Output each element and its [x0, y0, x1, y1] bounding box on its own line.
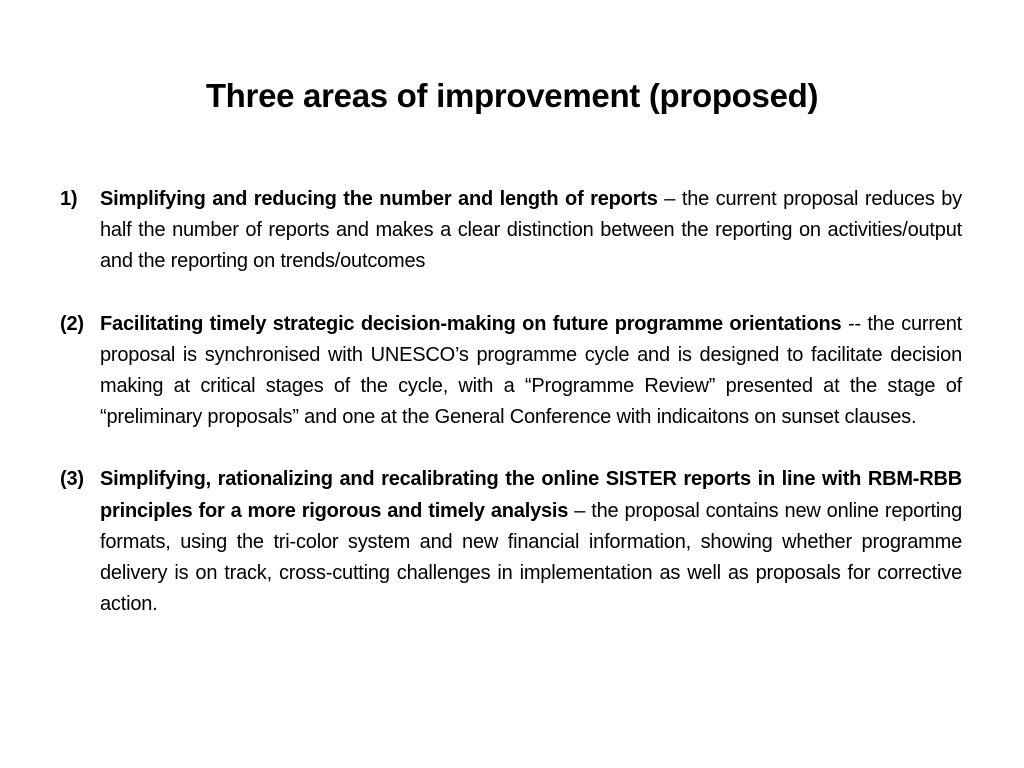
list-item — [60, 464, 962, 620]
list-item-marker: (3) — [60, 468, 84, 491]
list-item-text: – the current proposal reduces by half the number of reports and makes a clear distinction between the reporting on activities/output and the reporting on trends/outcomes — [100, 188, 962, 273]
list-item-marker: (2) — [60, 312, 84, 335]
list-item — [60, 184, 962, 278]
improvement-list — [60, 184, 962, 620]
list-item-text: -- the current proposal is synchronised with UNESCO’s programme cycle and is designed to facilitate decision making at critical stages of the cycle, with a “Programme Review” presented at the stage of “preliminary proposals” and one at the General Conference with indicaitons on sunset clauses. — [100, 312, 962, 429]
list-item-heading: Facilitating timely strategic decision-making on future programme orientations — [100, 312, 842, 335]
slide-title: Three areas of improvement (proposed) — [205, 77, 819, 114]
list-item-heading: Simplifying and reducing the number and length of reports — [100, 188, 658, 210]
list-item — [60, 309, 962, 434]
list-item-marker: 1) — [60, 188, 78, 210]
list-item-text: – the proposal contains new online reporting formats, using the tri-color system and new financial information, showing whether programme delivery is on track, cross-cutting challenges in implementation as well as proposals for corrective action. — [100, 499, 962, 616]
list-item-heading: Simplifying, rationalizing and recalibrating the online SISTER reports in line with RBM-RBB principles for a more rigorous and timely analysis — [100, 468, 962, 522]
